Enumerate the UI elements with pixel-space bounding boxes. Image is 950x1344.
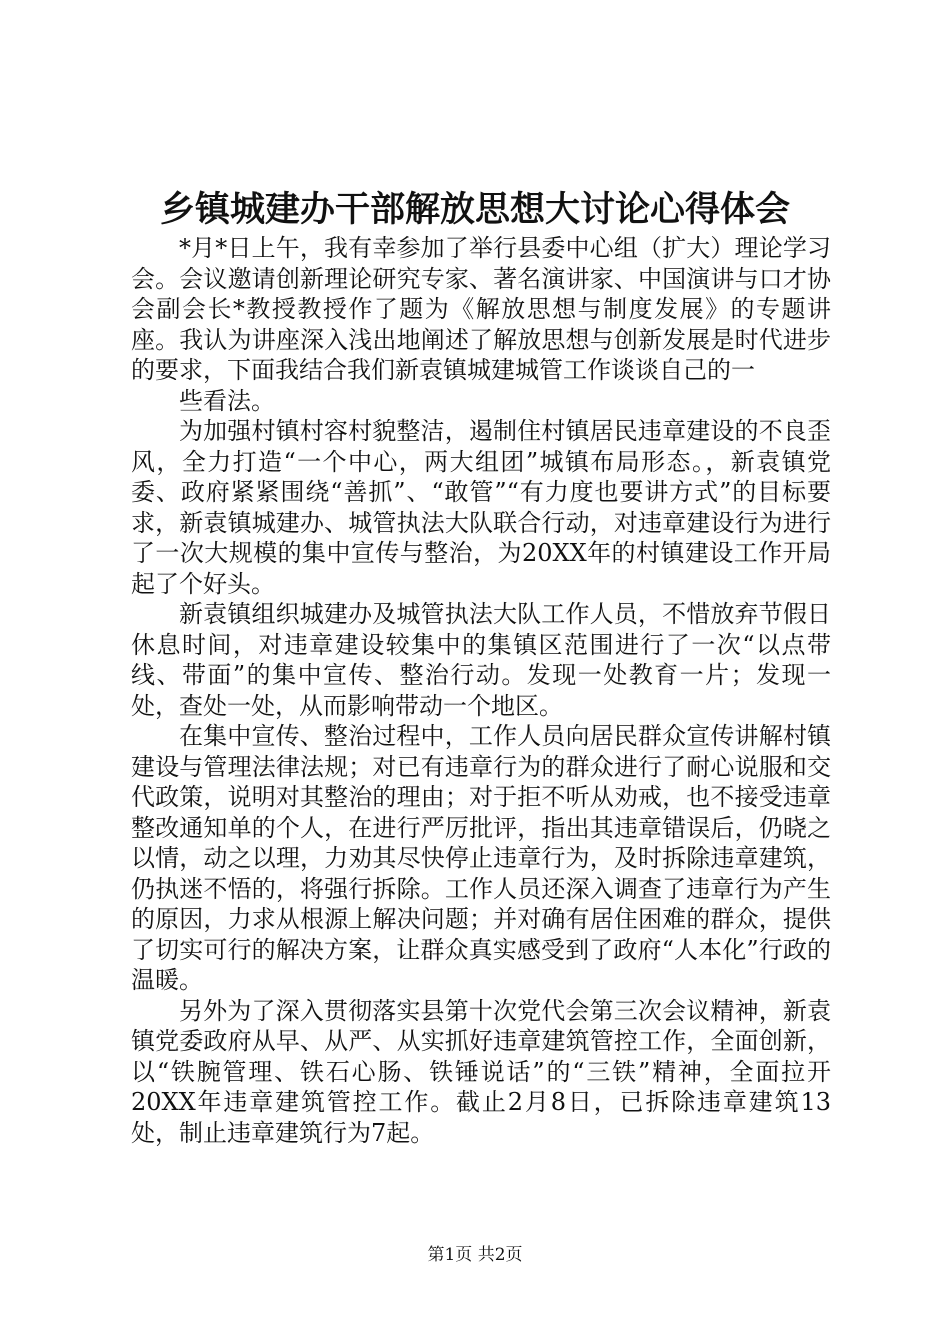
paragraph-intro: *月*日上午，我有幸参加了举行县委中心组（扩大）理论学习会。会议邀请创新理论研究专家、著名演讲家、中国演讲与口才协会副会长*教授教授作了题为《解放思想与制度发展》的专题讲座。我认为讲座深入浅出地阐述了解放思想与创新发展是时代进步的要求，下面我结合我们新袁镇城建城管工作谈谈自己的一 <box>131 234 831 384</box>
paragraph-intro-continued: 些看法。 <box>179 386 275 415</box>
paragraph-action: 新袁镇组织城建办及城管执法大队工作人员，不惜放弃节假日休息时间，对违章建设较集中的集镇区范围进行了一次“以点带线、带面”的集中宣传、整治行动。发现一处教育一片；发现一处，查处一处，从而影响带动一个地区。 <box>131 600 831 720</box>
paragraph-process: 在集中宣传、整治过程中，工作人员向居民群众宣传讲解村镇建设与管理法律法规；对已有违章行为的群众进行了耐心说服和交代政策，说明对其整治的理由；对于拒不听从劝戒，也不接受违章整改通知单的个人，在进行严厉批评，指出其违章错误后，仍晓之以情，动之以理，力劝其尽快停止违章行为，及时拆除违章建筑，仍执迷不悟的，将强行拆除。工作人员还深入调查了违章行为产生的原因，力求从根源上解决问题；并对确有居住困难的群众，提供了切实可行的解决方案，让群众真实感受到了政府“人本化”行政的温暖。 <box>131 722 831 994</box>
document-title: 乡镇城建办干部解放思想大讨论心得体会 <box>159 189 790 230</box>
paragraph-background: 为加强村镇村容村貌整洁，遏制住村镇居民违章建设的不良歪风，全力打造“一个中心，两大组团”城镇布局形态。，新袁镇党委、政府紧紧围绕“善抓”、“敢管”“有力度也要讲方式”的目标要求，新袁镇城建办、城管执法大队联合行动，对违章建设行为进行了一次大规模的集中宣传与整治，为20XX年的村镇建设工作开局起了个好头。 <box>131 417 831 598</box>
document-body <box>131 233 831 1148</box>
page-number-footer: 第1页 共2页 <box>427 1245 523 1265</box>
paragraph-results: 另外为了深入贯彻落实县第十次党代会第三次会议精神，新袁镇党委政府从早、从严、从实抓好违章建筑管控工作，全面创新，以“铁腕管理、铁石心肠、铁锤说话”的“三铁”精神，全面拉开20XX年违章建筑管控工作。截止2月8日，已拆除违章建筑13处，制止违章建筑行为7起。 <box>131 996 831 1147</box>
